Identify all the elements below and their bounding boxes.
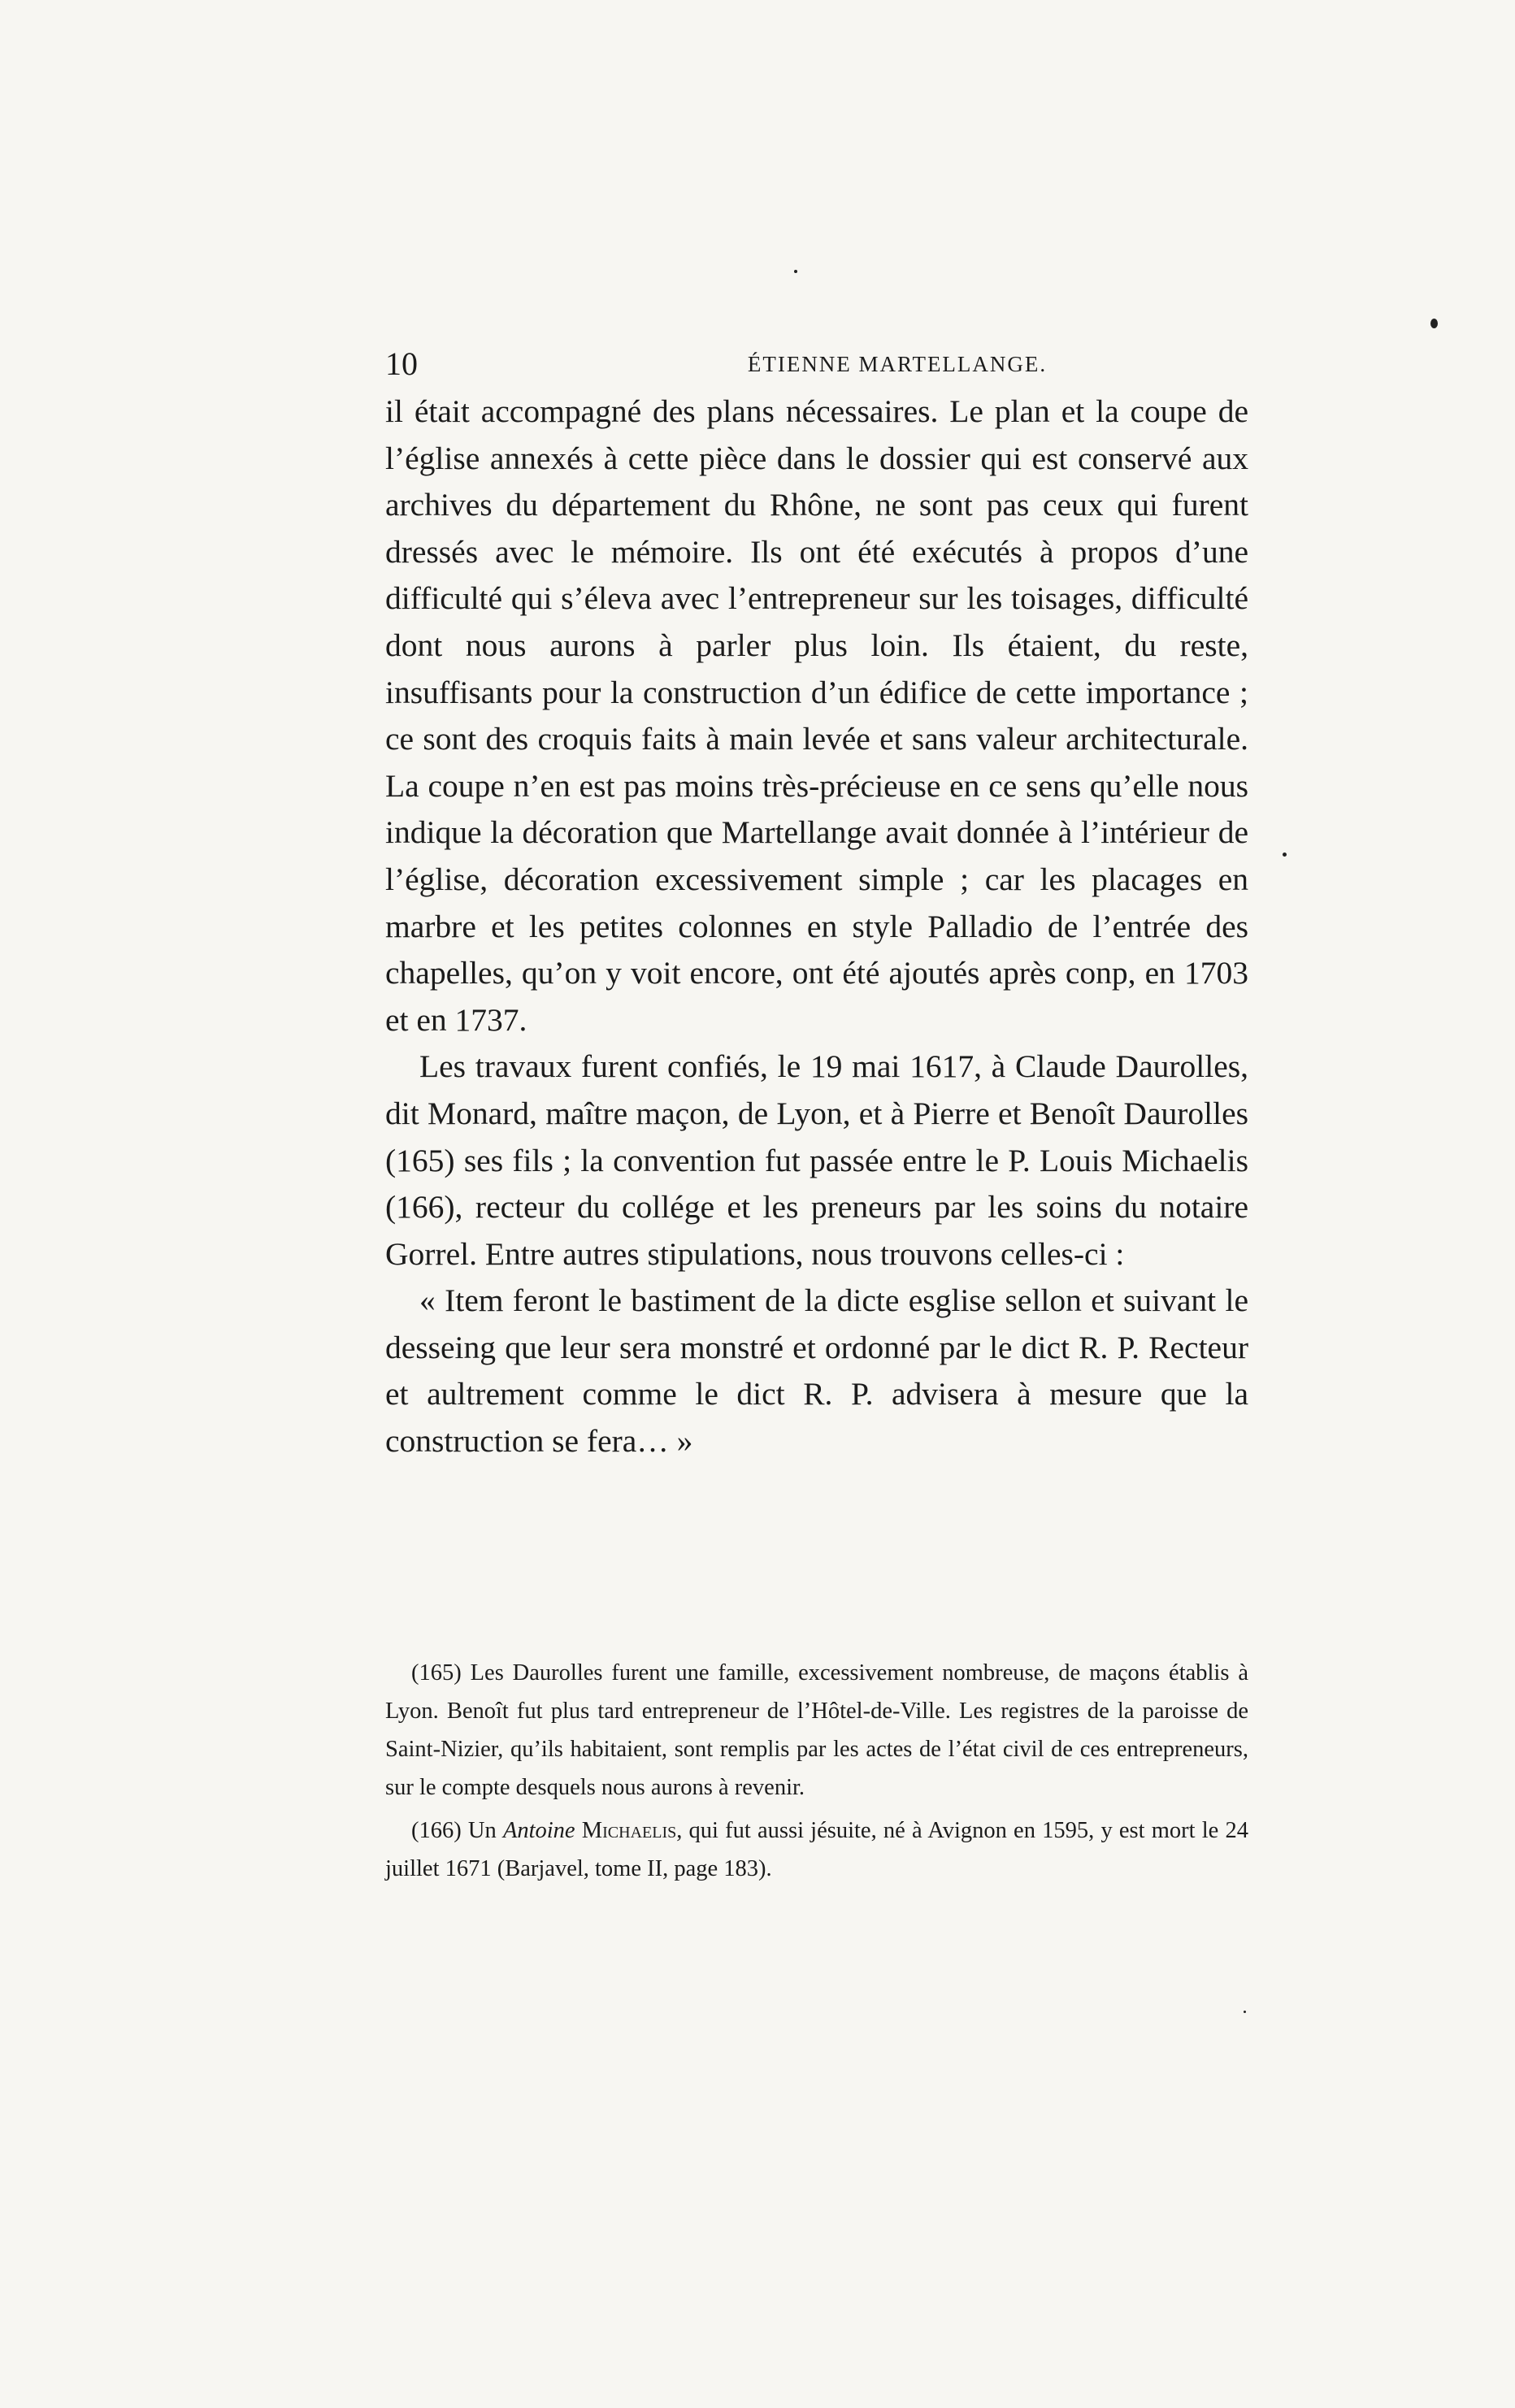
paragraph-1: il était accompagné des plans nécessaires. Le plan et la coupe de l’église annexés à cette pièce dans le dossier qui est conservé aux archives du département du Rhône, ne sont pas ceux qui furent dressés avec le mémoire. Ils ont été exécutés à propos d’une difficulté qui s’éleva avec l’entrepreneur sur les toisages, difficulté dont nous aurons à parler plus loin. Ils étaient, du reste, insuffisants pour la construction d’un édifice de cette importance ; ce sont des croquis faits à main levée et sans valeur architecturale. La coupe n’en est pas moins très-précieuse en ce sens qu’elle nous indique la décoration que Martellange avait donnée à l’intérieur de l’église, décoration excessivement simple ; car les placages en marbre et les petites colonnes en style Palladio de l’entrée des chapelles, qu’on y voit encore, ont été ajoutés après conp, en 1703 et en 1737. [385,393,1248,1038]
running-title: ÉTIENNE MARTELLANGE. [747,352,1048,376]
footnote-166-surname: Michaelis [581,1818,677,1843]
body-text [385,388,1248,1465]
print-speck [1283,853,1287,857]
print-speck [794,270,797,273]
footnotes [385,1654,1248,1893]
paragraph-3-quotation: « Item feront le bastiment de la dicte esglise sellon et suivant le desseing que leur sera monstré et ordonné par le dict R. P. Recteur et aultrement comme le dict R. P. advisera à mesure que la construction se fera… » [385,1282,1248,1460]
footnote-166-name: Antoine [502,1818,575,1843]
running-head [385,340,1248,388]
paragraph-2: Les travaux furent confiés, le 19 mai 1617, à Claude Daurolles, dit Monard, maître maçon, de Lyon, et à Pierre et Benoît Daurolles (165) ses fils ; la convention fut passée entre le P. Louis Michaelis (166), recteur du collége et les preneurs par les soins du notaire Gorrel. Entre autres stipulations, nous trouvons celles-ci : [385,1048,1248,1272]
footnote-166 [385,1811,1248,1888]
footnote-165: (165) Les Daurolles furent une famille, excessivement nombreuse, de maçons établis à Lyon. Benoît fut plus tard entrepreneur de l’Hôtel-de-Ville. Les registres de la paroisse de Saint-Nizier, qu’ils habitaient, sont remplis par les actes de l’état civil de ces entrepreneurs, sur le compte desquels nous aurons à revenir. [385,1660,1248,1800]
print-speck [1244,2011,1246,2013]
footnote-166-prefix: (166) Un [411,1818,497,1843]
footnote-166-rest: , qui fut aussi jésuite, né à Avignon en 1595, y est mort le 24 juillet 1671 (Barjavel, tome II, page 183). [385,1818,1248,1881]
print-speck [1430,319,1438,328]
page-number: 10 [385,345,418,382]
